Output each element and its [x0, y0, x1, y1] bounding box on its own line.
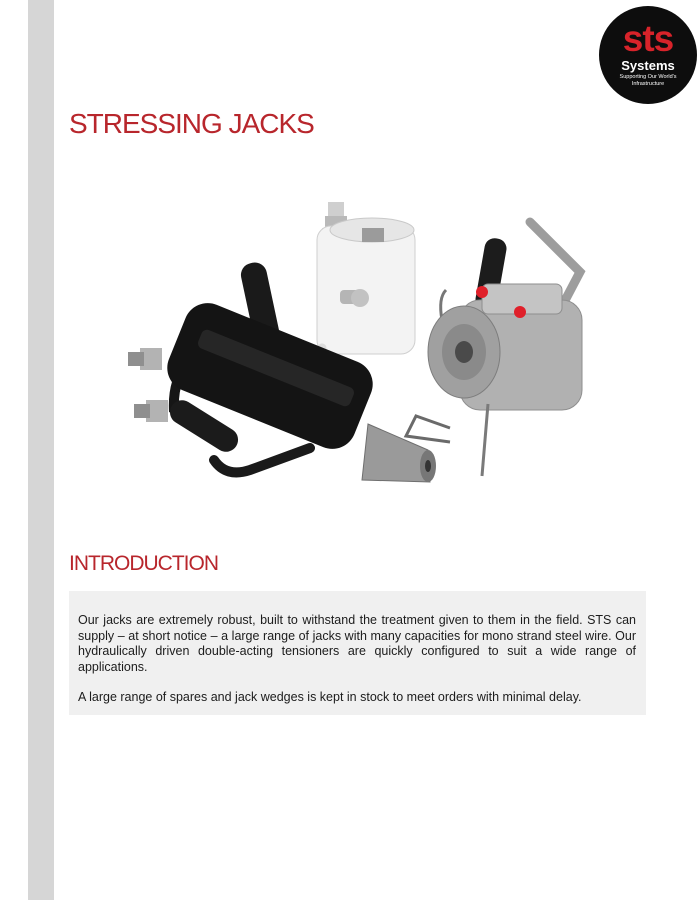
- intro-paragraph-2: A large range of spares and jack wedges is kept in stock to meet orders with minimal delay.: [78, 690, 582, 704]
- logo-tagline: Supporting Our World's Infrastructure: [619, 74, 677, 87]
- intro-paragraph-1: Our jacks are extremely robust, built to withstand the treatment given to them in the field. STS can supply – at short notice – a large range of jacks with many capacities for mono strand steel wire. Our hydraulically driven double-acting tensioners are quickly configured to suit a wide range of applications.: [78, 613, 636, 674]
- page-title: STRESSING JACKS: [69, 108, 314, 139]
- introduction-box: [69, 591, 646, 715]
- side-bar: [28, 0, 54, 900]
- sts-logo: [599, 6, 697, 104]
- logo-mark: sts: [622, 18, 674, 59]
- logo-name: Systems: [621, 58, 675, 73]
- section-heading-introduction: INTRODUCTION: [69, 552, 218, 575]
- stressing-jacks-photo: [110, 180, 607, 510]
